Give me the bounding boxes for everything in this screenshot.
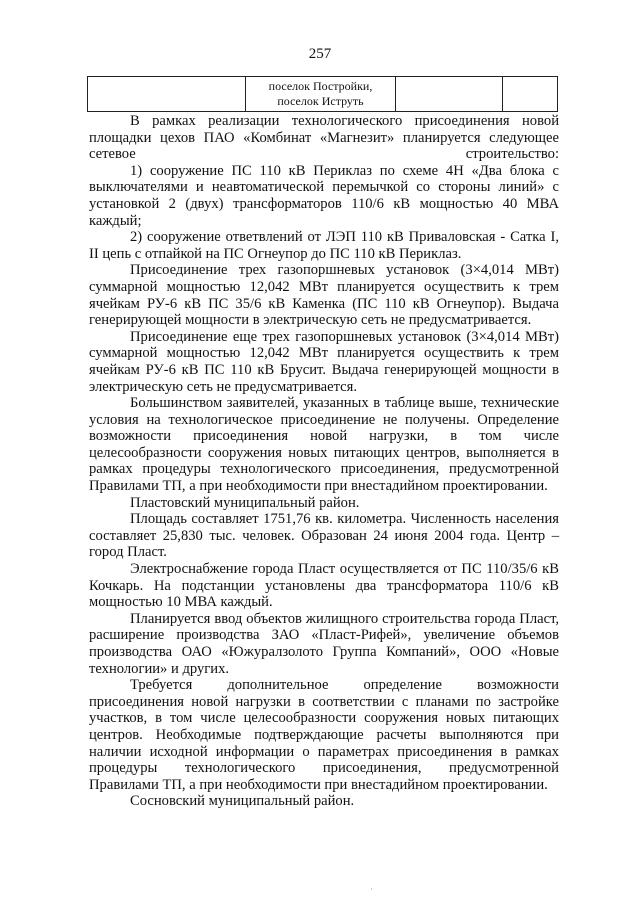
table-cell	[88, 77, 246, 112]
table-row	[88, 77, 558, 112]
body-text	[89, 113, 559, 810]
paragraph: 2) сооружение ответвлений от ЛЭП 110 кВ Приваловская - Сатка I, II цепь с отпайкой на ПС Огнеупор до ПС 110 кВ Периклаз.	[89, 229, 559, 262]
paragraph: 1) сооружение ПС 110 кВ Периклаз по схеме 4Н «Два блока с выключателями и неавтоматической перемычкой со стороны линий» с установкой 2 (двух) трансформаторов 110/6 кВ мощностью 40 МВА каждый;	[89, 162, 559, 229]
paragraph: Электроснабжение города Пласт осуществляется от ПС 110/35/6 кВ Кочкарь. На подстанции установлены два трансформатора 110/6 кВ мощностью 10 МВА каждый.	[89, 561, 559, 611]
paragraph: Требуется дополнительное определение возможности присоединения новой нагрузки в соответствии с планами по застройке участков, в том числе целесообразности сооружения новых питающих центров. Необходимые подтверждающие расчеты выполняются при наличии исходной информации о параметрах присоединения в рамках процедуры технологического присоединения, предусмотренной Правилами ТП, а при необходимости при внестадийном проектировании.	[89, 677, 559, 793]
paragraph: В рамках реализации технологического присоединения новой площадки цехов ПАО «Комбинат «Магнезит» планируется следующее сетевое строительство:	[89, 113, 559, 163]
section-heading: Пластовский муниципальный район.	[130, 494, 360, 511]
cell-line: поселок Иструть	[277, 94, 364, 108]
paragraph: Присоединение еще трех газопоршневых установок (3×4,014 МВт) суммарной мощностью 12,042 МВт планируется осуществить к трем ячейкам РУ-6 кВ ПС 110 кВ Брусит. Выдача генерирующей мощности в электрическую сеть не предусматривается.	[89, 328, 559, 395]
table-cell	[503, 77, 558, 112]
continuation-table	[87, 76, 558, 112]
paragraph: Присоединение трех газопоршневых установок (3×4,014 МВт) суммарной мощностью 12,042 МВт планируется осуществить к трем ячейкам РУ-6 кВ ПС 35/6 кВ Каменка (ПС 110 кВ Огнеупор). Выдача генерирующей мощности в электрическую сеть не предусматривается.	[89, 262, 559, 329]
section-heading: Сосновский муниципальный район.	[130, 793, 355, 810]
page-number: 257	[308, 46, 332, 62]
cell-line: поселок Постройки,	[268, 79, 373, 93]
paragraph: Большинством заявителей, указанных в таблице выше, технические условия на технологическое присоединение не получены. Определение возможности присоединения новой нагрузки, в том числе целесообразности сооружения новых питающих центров, выполняется в рамках процедуры технологического присоединения, предусмотренной Правилами ТП, а при необходимости при внестадийном проектировании.	[89, 395, 559, 495]
table-cell-settlements	[246, 77, 396, 112]
scan-mark: ·	[370, 884, 373, 894]
table-cell	[396, 77, 503, 112]
paragraph: Планируется ввод объектов жилищного строительства города Пласт, расширение производства ЗАО «Пласт-Рифей», увеличение объемов производства ОАО «Южуралзолото Группа Компаний», ООО «Новые технологии» и других.	[89, 610, 559, 677]
paragraph: Площадь составляет 1751,76 кв. километра. Численность населения составляет 25,830 тыс. человек. Образован 24 июня 2004 года. Центр – город Пласт.	[89, 511, 559, 561]
